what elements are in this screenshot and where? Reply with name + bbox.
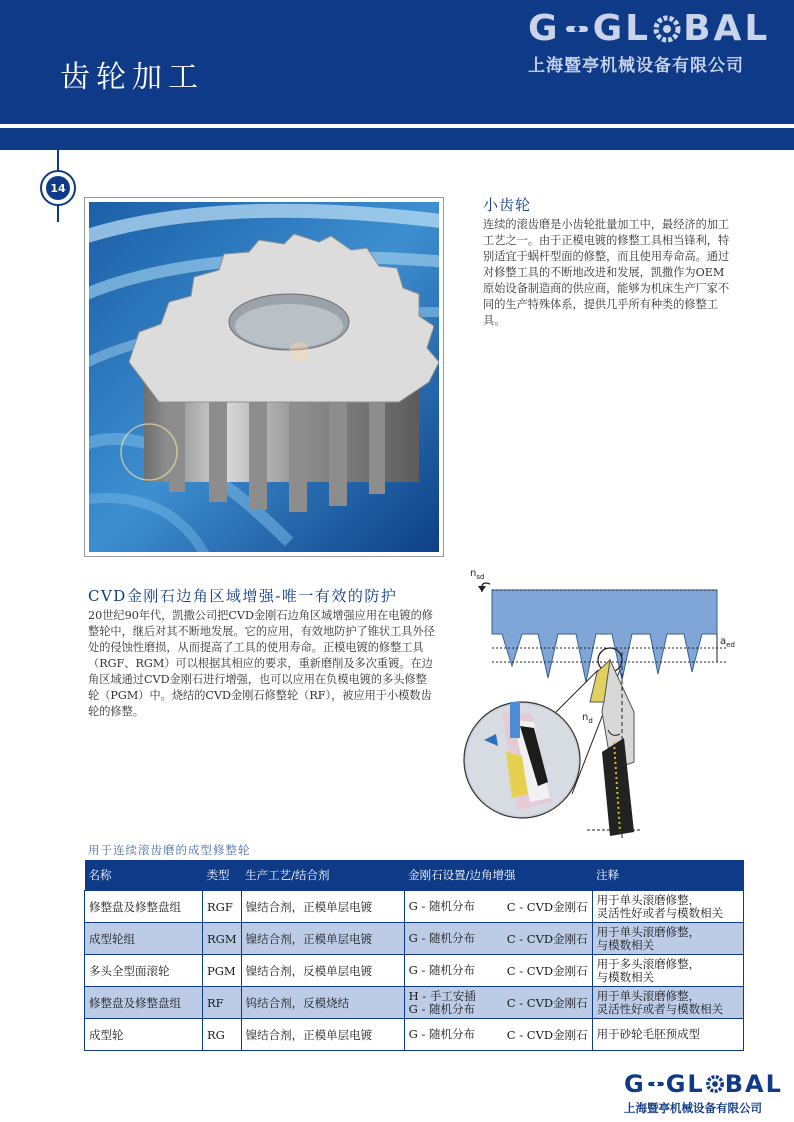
cell-type: RF [203, 987, 242, 1019]
gear-illustration [89, 202, 439, 552]
cell-name: 成型轮组 [85, 923, 203, 955]
note-line: 与模数相关 [596, 937, 655, 952]
setting-distribution: G - 随机分布 [408, 1027, 476, 1041]
column-header: 名称 [85, 860, 203, 891]
note-line: 灵活性好或者与模数相关 [596, 905, 724, 920]
setting-distribution: H - 手工安插 [408, 988, 476, 1003]
cell-process: 镍结合剂，正模单层电镀 [241, 891, 404, 923]
table-row [85, 1019, 744, 1051]
note-line: 用于单头滚磨修整， [596, 924, 701, 939]
column-header: 金刚石设置/边角增强 [404, 860, 592, 891]
svg-text:nsd: $n_{sd}$ [470, 568, 485, 581]
section-body: 连续的滚齿磨是小齿轮批量加工中，最经济的加工工艺之一。由于正模电镀的修整工具相当锋利，特别适宜于蜗杆型面的修整，而且使用寿命高。通过对修整工具的不断地改进和发展，凯撒作为OEM原始设备制造商的供应商，能够为机床生产厂家不同的生产特殊体系，提供几乎所有种类的修整工具。 [483, 218, 730, 327]
gear-photo [84, 197, 444, 557]
setting-distribution: G - 随机分布 [408, 963, 476, 977]
cvd-section [88, 585, 438, 720]
cell-setting [404, 891, 592, 923]
note-line: 用于多头滚磨修整， [596, 956, 701, 971]
column-header: 注释 [592, 860, 743, 891]
setting-enhancement: C - CVD金刚石 [506, 931, 588, 946]
cell-process: 镍结合剂，反模单层电镀 [241, 955, 404, 987]
table-row [85, 955, 744, 987]
note-line: 用于砂轮毛胚预成型 [596, 1027, 701, 1041]
table-row [85, 923, 744, 955]
setting-enhancement: C - CVD金刚石 [506, 963, 588, 978]
column-header: 类型 [203, 860, 242, 891]
dressing-diagram-svg [462, 562, 762, 840]
header-stripe [0, 128, 794, 150]
cell-note [592, 923, 743, 955]
cell-type: RG [203, 1019, 242, 1051]
svg-text:aed: $a_{ed}$ [720, 636, 735, 649]
cell-setting [404, 1019, 592, 1051]
setting-distribution: G - 随机分布 [408, 1001, 476, 1016]
setting-enhancement: C - CVD金刚石 [506, 1027, 588, 1042]
company-logo-footer: G GL BAL 上海暨亭机械设备有限公司 [624, 1070, 783, 1115]
setting-distribution: G - 随机分布 [408, 899, 476, 913]
cell-note [592, 955, 743, 987]
note-line: 用于单头滚磨修整， [596, 892, 701, 907]
setting-distribution: G - 随机分布 [408, 931, 476, 945]
table-header-row [85, 860, 744, 891]
section-body: 20世纪90年代，凯撒公司把CVD金刚石边角区域增强应用在电镀的修整轮中，继后对其不断地发展。它的应用，有效地防护了锥状工具外径处的侵蚀性磨损，从而提高了工具的使用寿命。正模电镀的修整工具（RGF、RGM）可以根据其相应的要求，重新磨削及多次重镀。在边角区域通过CVD金刚石进行增强，也可以应用在负模电镀的多头修整轮（PGM）中。烧结的CVD金刚石修整轮（RF），被应用于小模数齿轮的修整。 [88, 609, 435, 718]
table-row [85, 987, 744, 1019]
small-gear-section [483, 194, 733, 329]
cell-name: 修整盘及修整盘组 [85, 987, 203, 1019]
cell-process: 镍结合剂，正模单层电镀 [241, 1019, 404, 1051]
cell-type: PGM [203, 955, 242, 987]
cell-note [592, 1019, 743, 1051]
section-heading: CVD金刚石边角区域增强-唯一有效的防护 [88, 587, 398, 605]
company-logo: G GL BAL 上海暨亭机械设备有限公司 [528, 8, 771, 76]
note-line: 与模数相关 [596, 969, 655, 984]
gear-logo-icon [646, 1074, 666, 1094]
cell-note [592, 891, 743, 923]
note-line: 灵活性好或者与模数相关 [596, 1001, 724, 1016]
setting-enhancement: C - CVD金刚石 [506, 995, 588, 1010]
page-number-badge: 14 [40, 170, 76, 206]
section-heading: 小齿轮 [483, 196, 532, 214]
cell-setting [404, 955, 592, 987]
cell-note [592, 987, 743, 1019]
cell-name: 修整盘及修整盘组 [85, 891, 203, 923]
page-header [0, 0, 794, 124]
cell-setting [404, 987, 592, 1019]
cell-process: 镍结合剂，正模单层电镀 [241, 923, 404, 955]
cell-name: 多头全型面滚轮 [85, 955, 203, 987]
cell-type: RGM [203, 923, 242, 955]
page-title: 齿轮加工 [60, 60, 204, 95]
dressing-tools-table [84, 860, 744, 1051]
cell-type: RGF [203, 891, 242, 923]
svg-text:nd: $n_d$ [582, 712, 593, 725]
cell-setting [404, 923, 592, 955]
cell-process: 钨结合剂，反模烧结 [241, 987, 404, 1019]
cell-name: 成型轮 [85, 1019, 203, 1051]
gear-o-icon [653, 15, 681, 43]
gear-o-icon [705, 1074, 725, 1094]
note-line: 用于单头滚磨修整， [596, 988, 701, 1003]
table-caption: 用于连续滚齿磨的成型修整轮 [88, 843, 251, 857]
column-header: 生产工艺/结合剂 [241, 860, 404, 891]
dressing-diagram [462, 562, 762, 840]
setting-enhancement: C - CVD金刚石 [506, 899, 588, 914]
table-row [85, 891, 744, 923]
gear-logo-icon [563, 15, 591, 43]
